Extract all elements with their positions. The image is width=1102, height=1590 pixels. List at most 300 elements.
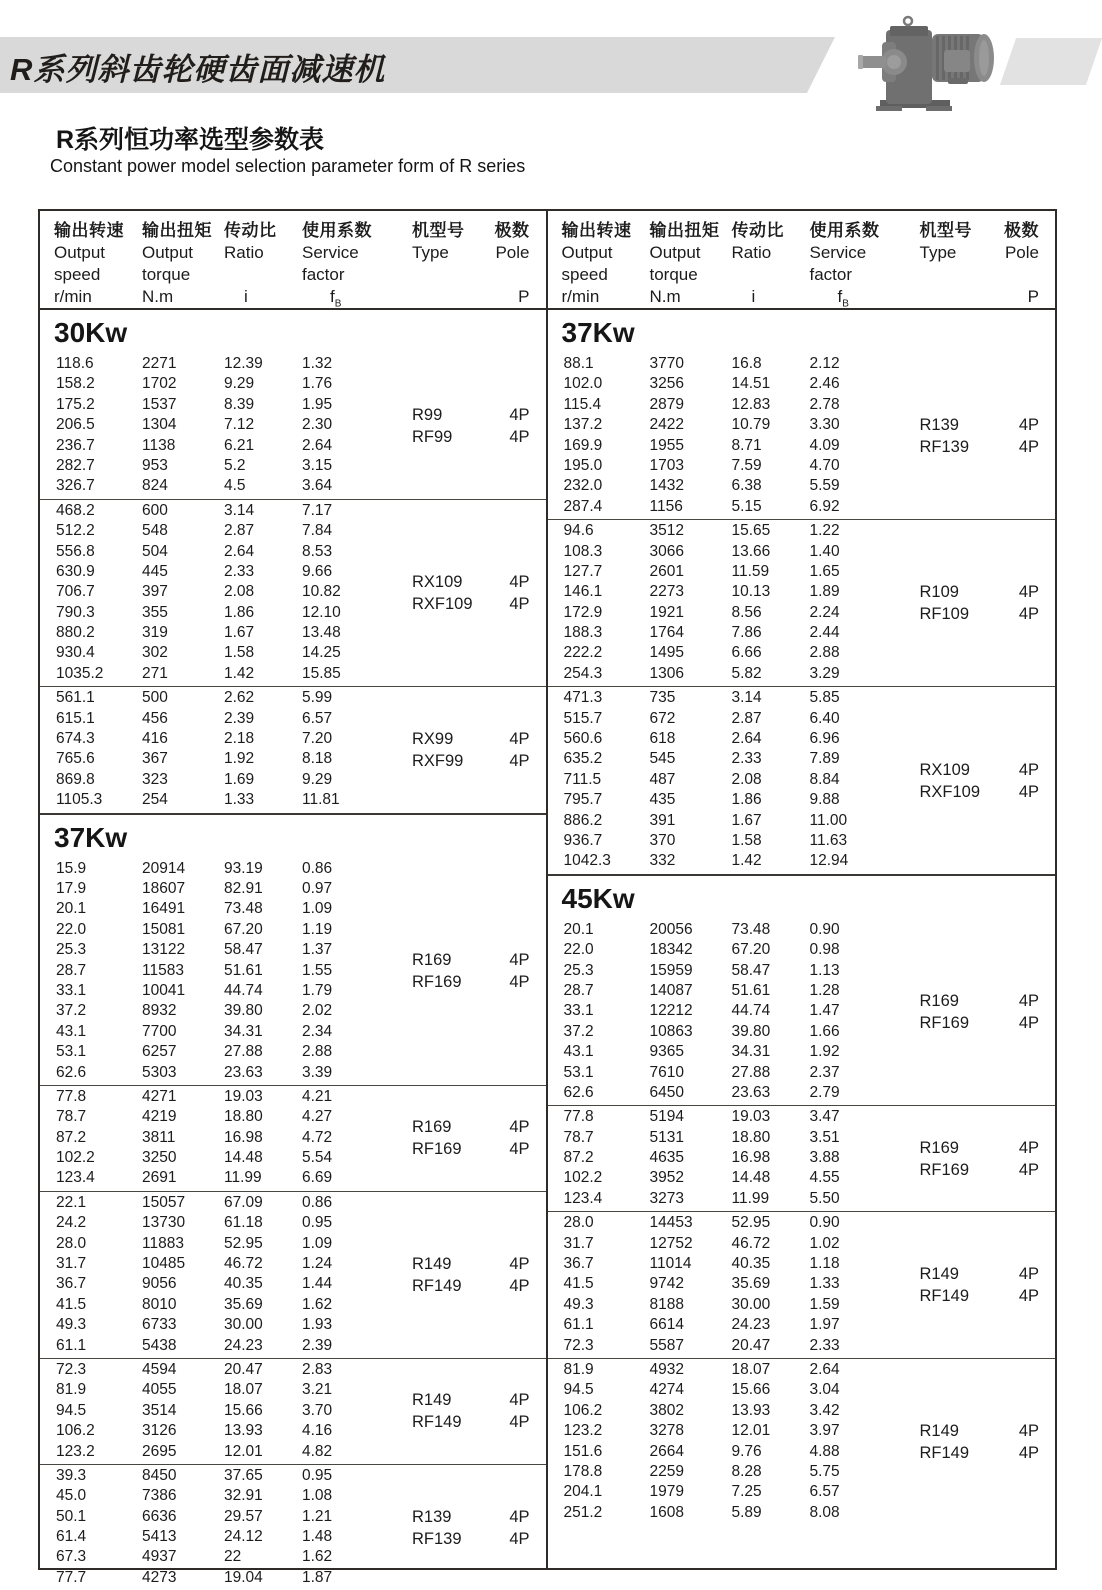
table-cell: 8188 <box>649 1295 684 1313</box>
table-cell: 18.07 <box>224 1381 263 1399</box>
table-row <box>40 1107 380 1127</box>
table-cell: 51.61 <box>731 981 771 999</box>
table-cell: 58.47 <box>224 941 263 959</box>
table-cell: 936.7 <box>563 831 603 849</box>
table-row <box>548 1001 888 1021</box>
table-cell: 326.7 <box>56 477 95 495</box>
table-cell: 9.29 <box>302 770 333 788</box>
table-cell: 560.6 <box>563 730 603 748</box>
table-row <box>548 497 888 517</box>
table-row <box>40 354 380 374</box>
table-row <box>40 501 380 521</box>
table-row <box>548 415 888 435</box>
pole-count: 4P <box>509 594 530 613</box>
table-row <box>40 859 380 879</box>
table-cell: 1955 <box>649 436 684 454</box>
table-cell: 11.00 <box>809 811 848 829</box>
table-cell: 7.17 <box>302 501 333 519</box>
table-cell: 81.9 <box>56 1381 87 1399</box>
table-row <box>40 1466 380 1486</box>
table-row <box>548 790 888 810</box>
table-header <box>548 211 1056 310</box>
table-cell: 3.42 <box>809 1401 840 1419</box>
table-cell: 0.86 <box>302 1193 333 1211</box>
table-cell: 18342 <box>649 941 693 959</box>
table-cell: 2.39 <box>302 1336 333 1354</box>
pole-count: 4P <box>1018 416 1039 435</box>
table-cell: 2.18 <box>224 730 255 748</box>
table-cell: 1.55 <box>302 961 333 979</box>
power-section <box>40 310 546 813</box>
table-cell: 1703 <box>649 456 684 474</box>
table-row <box>548 562 888 582</box>
table-cell: 11014 <box>649 1255 692 1273</box>
column-header: 机型号 Type <box>919 221 972 262</box>
table-cell: 77.8 <box>56 1087 87 1105</box>
table-row <box>548 354 888 374</box>
ratio-group <box>40 1464 546 1590</box>
table-row <box>548 582 888 602</box>
table-cell: 24.23 <box>731 1316 771 1334</box>
table-cell: 2.87 <box>224 522 255 540</box>
ratio-group <box>40 353 546 499</box>
table-cell: 1.13 <box>809 961 840 979</box>
table-cell: 1.92 <box>224 750 255 768</box>
table-row <box>548 1401 888 1421</box>
power-rating-label: 30Kw <box>54 317 128 348</box>
table-cell: 5194 <box>649 1108 684 1126</box>
table-row <box>548 1380 888 1400</box>
table-cell: 8450 <box>142 1466 177 1484</box>
table-cell: 2.44 <box>809 624 840 642</box>
table-row <box>40 1421 380 1441</box>
pole-count: 4P <box>509 1391 530 1410</box>
model-type: R139 <box>412 1507 452 1526</box>
table-cell: 9056 <box>142 1275 177 1293</box>
table-cell: 11.63 <box>809 831 848 849</box>
table-cell: 22.1 <box>56 1193 87 1211</box>
table-row <box>548 1213 888 1233</box>
ratio-group <box>548 686 1056 874</box>
column-header: 极数 Pole P <box>494 221 530 306</box>
pole-count: 4P <box>509 1118 530 1137</box>
table-cell: 6.57 <box>302 709 333 727</box>
table-cell: 1.67 <box>731 811 762 829</box>
table-cell: 1979 <box>649 1483 684 1501</box>
table-cell: 5131 <box>649 1128 684 1146</box>
parameter-table <box>38 209 1057 1586</box>
table-cell: 67.20 <box>224 920 263 938</box>
table-cell: 1.79 <box>302 981 333 999</box>
table-cell: 2.87 <box>731 709 762 727</box>
table-cell: 19.04 <box>224 1568 263 1586</box>
ratio-group <box>40 1191 546 1358</box>
group-rows <box>40 1359 380 1464</box>
table-cell: 13.93 <box>224 1422 263 1440</box>
type-pole-block <box>888 1359 1056 1525</box>
table-cell: 78.7 <box>563 1128 594 1146</box>
table-cell: 3.14 <box>731 689 762 707</box>
table-cell: 73.48 <box>224 900 263 918</box>
table-cell: 3273 <box>649 1189 684 1207</box>
table-cell: 11.59 <box>731 562 770 580</box>
type-line <box>412 593 530 615</box>
model-type: R169 <box>412 951 452 970</box>
model-type: RXF109 <box>412 594 473 613</box>
table-row <box>40 961 380 981</box>
table-cell: 1.62 <box>302 1548 333 1566</box>
table-row <box>548 1482 888 1502</box>
table-cell: 2.08 <box>224 583 255 601</box>
table-cell: 16.98 <box>224 1128 263 1146</box>
table-cell: 1.19 <box>302 920 333 938</box>
table-cell: 6733 <box>142 1316 177 1334</box>
table-cell: 3066 <box>649 542 684 560</box>
pole-count: 4P <box>1018 760 1039 779</box>
table-cell: 2.88 <box>302 1043 333 1061</box>
table-row <box>40 940 380 960</box>
table-row <box>40 476 380 496</box>
type-line <box>412 949 530 971</box>
type-line <box>412 971 530 993</box>
table-cell: 487 <box>649 770 676 788</box>
table-cell: 674.3 <box>56 730 95 748</box>
table-cell: 1432 <box>649 477 684 495</box>
table-row <box>548 456 888 476</box>
table-row <box>40 1380 380 1400</box>
power-section <box>40 813 546 1590</box>
table-cell: 94.5 <box>56 1401 87 1419</box>
type-line <box>920 581 1040 603</box>
table-cell: 123.4 <box>56 1169 95 1187</box>
table-row <box>548 436 888 456</box>
table-cell: 15.66 <box>224 1401 263 1419</box>
table-cell: 232.0 <box>563 477 603 495</box>
table-row <box>40 1148 380 1168</box>
table-cell: 10485 <box>142 1255 186 1273</box>
gearmotor-image <box>852 12 1012 122</box>
type-line <box>920 1420 1040 1442</box>
table-row <box>40 729 380 749</box>
model-type: RF149 <box>919 1287 970 1306</box>
table-cell: 1.58 <box>224 644 255 662</box>
table-cell: 61.1 <box>563 1316 594 1334</box>
table-row <box>548 643 888 663</box>
table-cell: 706.7 <box>56 583 95 601</box>
table-cell: 43.1 <box>563 1043 594 1061</box>
table-cell: 1.22 <box>809 522 840 540</box>
pole-count: 4P <box>1018 1287 1039 1306</box>
pole-count: 4P <box>1018 583 1039 602</box>
table-cell: 7.12 <box>224 416 255 434</box>
ratio-group <box>40 686 546 812</box>
table-row <box>548 1234 888 1254</box>
pole-count: 4P <box>1018 1265 1039 1284</box>
table-cell: 49.3 <box>56 1316 87 1334</box>
table-cell: 370 <box>649 831 676 849</box>
table-row <box>40 1254 380 1274</box>
table-row <box>548 603 888 623</box>
table-cell: 456 <box>142 709 168 727</box>
table-row <box>40 1401 380 1421</box>
table-cell: 1.08 <box>302 1487 333 1505</box>
table-cell: 7.25 <box>731 1483 762 1501</box>
table-cell: 5.75 <box>809 1462 840 1480</box>
table-cell: 3.70 <box>302 1401 333 1419</box>
table-cell: 16.98 <box>731 1149 771 1167</box>
table-row <box>40 415 380 435</box>
type-pole-block <box>380 353 546 499</box>
table-row <box>40 1315 380 1335</box>
table-cell: 15.65 <box>731 522 771 540</box>
table-cell: 2664 <box>649 1442 684 1460</box>
table-cell: 46.72 <box>224 1255 263 1273</box>
table-cell: 61.18 <box>224 1214 263 1232</box>
table-row <box>40 749 380 769</box>
table-cell: 8.08 <box>809 1503 840 1521</box>
table-cell: 2.34 <box>302 1022 333 1040</box>
table-cell: 34.31 <box>224 1022 263 1040</box>
table-cell: 6.57 <box>809 1483 840 1501</box>
table-cell: 37.2 <box>563 1022 594 1040</box>
model-type: RF109 <box>919 605 970 624</box>
table-cell: 12752 <box>649 1234 693 1252</box>
table-row <box>548 981 888 1001</box>
table-cell: 12.10 <box>302 603 341 621</box>
table-cell: 2695 <box>142 1442 177 1460</box>
table-cell: 13.48 <box>302 624 341 642</box>
model-type: R169 <box>919 992 959 1011</box>
table-row <box>548 1042 888 1062</box>
table-row <box>40 542 380 562</box>
type-line <box>412 426 530 448</box>
type-pole-block <box>380 858 546 1085</box>
table-cell: 8010 <box>142 1295 177 1313</box>
pole-count: 4P <box>509 1276 530 1295</box>
table-cell: 0.86 <box>302 859 333 877</box>
table-cell: 5.15 <box>731 497 762 515</box>
table-cell: 7386 <box>142 1487 177 1505</box>
table-cell: 82.91 <box>224 879 263 897</box>
table-row <box>548 521 888 541</box>
table-cell: 6.38 <box>731 477 762 495</box>
table-cell: 7700 <box>142 1022 177 1040</box>
model-type: RX109 <box>412 572 463 591</box>
table-cell: 3770 <box>649 355 684 372</box>
pole-count: 4P <box>509 427 530 446</box>
table-row <box>548 1128 888 1148</box>
table-cell: 13.93 <box>731 1401 771 1419</box>
table-cell: 20.1 <box>563 920 594 938</box>
table-cell: 1.44 <box>302 1275 333 1293</box>
table-cell: 3.64 <box>302 477 333 495</box>
table-cell: 302 <box>142 644 168 662</box>
table-cell: 2.02 <box>302 1002 333 1020</box>
table-cell: 30.00 <box>731 1295 771 1313</box>
table-cell: 556.8 <box>56 542 95 560</box>
table-cell: 548 <box>142 522 168 540</box>
pole-count: 4P <box>1018 1014 1039 1033</box>
table-cell: 3.51 <box>809 1128 840 1146</box>
table-cell: 94.6 <box>563 522 594 540</box>
table-cell: 123.2 <box>563 1422 603 1440</box>
table-cell: 1.86 <box>224 603 255 621</box>
table-cell: 18.80 <box>731 1128 771 1146</box>
table-cell: 118.6 <box>56 355 94 372</box>
table-cell: 6.66 <box>731 644 762 662</box>
table-cell: 11.99 <box>731 1189 770 1207</box>
table-cell: 1.48 <box>302 1528 333 1546</box>
table-cell: 16491 <box>142 900 186 918</box>
table-cell: 53.1 <box>56 1043 87 1061</box>
table-cell: 5413 <box>142 1528 177 1546</box>
table-cell: 28.7 <box>56 961 87 979</box>
table-row <box>548 1083 888 1103</box>
table-cell: 8.53 <box>302 542 333 560</box>
ratio-group <box>40 499 546 687</box>
table-cell: 1921 <box>649 603 684 621</box>
table-cell: 2.37 <box>809 1063 840 1081</box>
model-type: RF149 <box>919 1444 970 1463</box>
table-row <box>40 436 380 456</box>
table-cell: 9.76 <box>731 1442 762 1460</box>
table-cell: 2.78 <box>809 395 840 413</box>
table-cell: 254.3 <box>563 664 603 682</box>
table-row <box>40 1087 380 1107</box>
type-pole-block <box>380 687 546 812</box>
column-header: 使用系数 Service factor $f_B$ <box>809 221 880 310</box>
table-cell: 1.92 <box>809 1043 840 1061</box>
table-cell: 600 <box>142 501 168 519</box>
table-cell: 3.88 <box>809 1149 840 1167</box>
table-cell: 8932 <box>142 1002 177 1020</box>
model-type: R109 <box>919 583 959 602</box>
group-rows <box>548 1359 888 1525</box>
table-cell: 93.19 <box>224 859 263 877</box>
table-row <box>548 920 888 940</box>
table-row <box>40 1507 380 1527</box>
table-cell: 52.95 <box>731 1214 771 1232</box>
table-row <box>548 1503 888 1523</box>
table-cell: 6450 <box>649 1083 684 1101</box>
group-rows <box>548 1106 888 1211</box>
table-cell: 824 <box>142 477 168 495</box>
table-cell: 25.3 <box>563 961 594 979</box>
table-body <box>548 310 1056 1525</box>
table-cell: 10.79 <box>731 416 771 434</box>
table-cell: 1.76 <box>302 375 333 393</box>
type-line <box>920 436 1040 458</box>
table-cell: 87.2 <box>56 1128 87 1146</box>
table-cell: 3512 <box>649 522 684 540</box>
table-cell: 14.25 <box>302 644 341 662</box>
table-cell: 2422 <box>649 416 684 434</box>
table-cell: 1702 <box>142 375 177 393</box>
table-cell: 222.2 <box>563 644 603 662</box>
table-cell: 7.86 <box>731 624 762 642</box>
ratio-group <box>548 919 1056 1106</box>
table-cell: 44.74 <box>731 1002 771 1020</box>
type-line <box>920 1159 1040 1181</box>
table-cell: 4.82 <box>302 1442 333 1460</box>
table-cell: 40.35 <box>224 1275 263 1293</box>
table-cell: 1.37 <box>302 941 333 959</box>
table-row <box>40 1547 380 1567</box>
ratio-group <box>40 858 546 1085</box>
table-cell: 323 <box>142 770 168 788</box>
table-cell: 40.35 <box>731 1255 771 1273</box>
document-title-cn: R系列恒功率选型参数表 <box>56 126 325 154</box>
table-cell: 6614 <box>649 1316 684 1334</box>
table-cell: 504 <box>142 542 168 560</box>
table-cell: 615.1 <box>56 709 95 727</box>
table-cell: 12.01 <box>731 1422 771 1440</box>
table-cell: 178.8 <box>563 1462 603 1480</box>
table-row <box>40 521 380 541</box>
pole-count: 4P <box>1018 605 1039 624</box>
table-cell: 3.29 <box>809 664 840 682</box>
table-cell: 137.2 <box>563 416 603 434</box>
type-line <box>412 404 530 426</box>
table-cell: 35.69 <box>731 1275 771 1293</box>
pole-count: 4P <box>509 1140 530 1159</box>
table-cell: 512.2 <box>56 522 95 540</box>
pole-count: 4P <box>509 1413 530 1432</box>
table-cell: 206.5 <box>56 416 95 434</box>
group-rows <box>548 919 888 1106</box>
type-line <box>920 1285 1040 1307</box>
table-cell: 23.63 <box>224 1063 263 1081</box>
type-line <box>920 1137 1040 1159</box>
table-row <box>548 1315 888 1335</box>
table-row <box>548 1189 888 1209</box>
column-header: 机型号 Type <box>412 221 465 262</box>
table-cell: 12.39 <box>224 355 263 372</box>
table-cell: 4.5 <box>224 477 246 495</box>
table-cell: 20914 <box>142 859 186 877</box>
ratio-group <box>40 1085 546 1191</box>
table-cell: 2.83 <box>302 1360 333 1378</box>
column-header: 使用系数 Service factor $f_B$ <box>302 221 372 310</box>
table-cell: 23.63 <box>731 1083 771 1101</box>
group-rows <box>40 687 380 812</box>
table-cell: 8.71 <box>731 436 762 454</box>
table-cell: 2.33 <box>731 750 762 768</box>
table-row <box>40 1486 380 1506</box>
table-cell: 37.65 <box>224 1466 263 1484</box>
table-cell: 22.0 <box>563 941 594 959</box>
table-row <box>548 1148 888 1168</box>
table-cell: 3514 <box>142 1401 177 1419</box>
table-cell: 2.62 <box>224 689 255 707</box>
table-row <box>548 1421 888 1441</box>
table-cell: 1.33 <box>809 1275 840 1293</box>
table-row <box>40 1442 380 1462</box>
table-cell: 1.47 <box>809 1002 840 1020</box>
table-cell: 53.1 <box>563 1063 594 1081</box>
table-cell: 1537 <box>142 395 177 413</box>
group-rows <box>40 1086 380 1191</box>
table-cell: 3.14 <box>224 501 255 519</box>
table-cell: 2879 <box>649 395 684 413</box>
power-section <box>548 310 1056 874</box>
table-cell: 195.0 <box>563 456 603 474</box>
table-row <box>40 1295 380 1315</box>
table-cell: 3278 <box>649 1422 684 1440</box>
table-cell: 12212 <box>649 1002 693 1020</box>
table-cell: 28.7 <box>563 981 594 999</box>
power-rating-label: 45Kw <box>561 882 635 914</box>
